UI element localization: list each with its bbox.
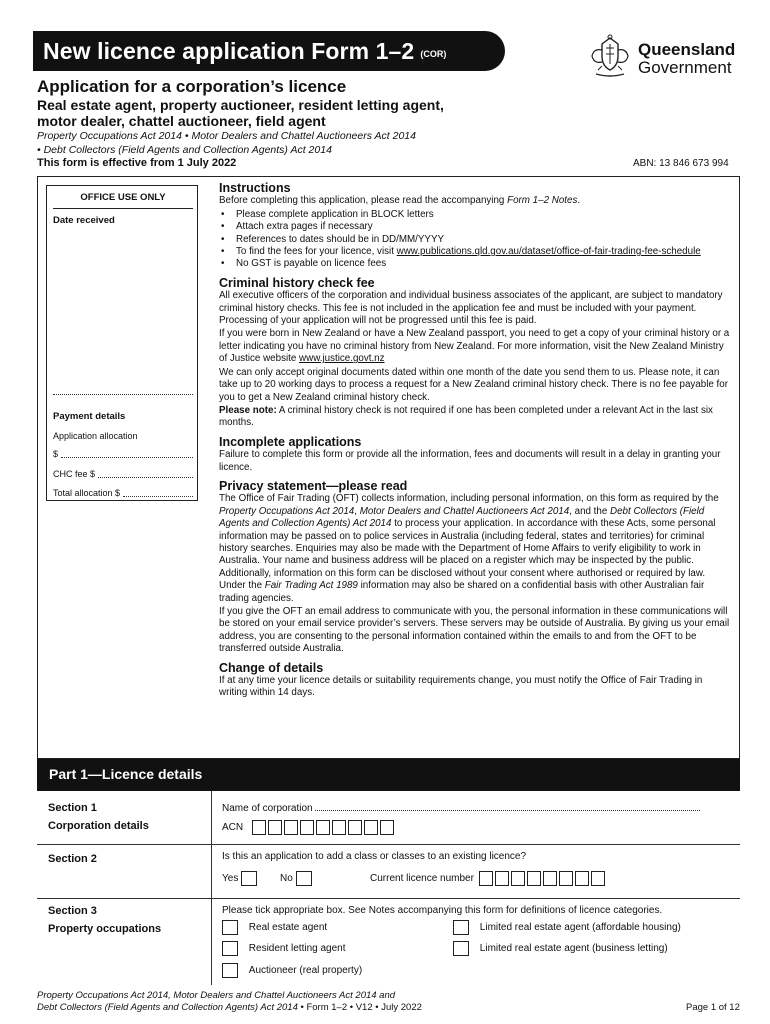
list-item: • References to dates should be in DD/MM/YYYY	[219, 234, 731, 246]
corporation-name-row	[222, 801, 700, 814]
current-licence-label: Current licence number	[370, 873, 474, 885]
queensland-government-logo	[588, 34, 748, 80]
chc-fee-label: CHC fee $	[53, 469, 96, 479]
licence-types: Real estate agent, property auctioneer, resident letting agent, motor dealer, chattel auctioneer, field agent	[37, 97, 444, 129]
form-title-tag: (COR)	[420, 49, 447, 59]
form-title: New licence application Form 1–2	[43, 37, 415, 64]
list-item: • Please complete application in BLOCK letters	[219, 209, 731, 221]
change-heading: Change of details	[219, 660, 324, 675]
page-heading: Application for a corporation’s licence	[37, 77, 347, 96]
real-estate-agent-checkbox[interactable]	[222, 920, 238, 935]
acts-line-1: Property Occupations Act 2014 • Motor Dealers and Chattel Auctioneers Act 2014	[37, 130, 416, 142]
date-received-label: Date received	[53, 215, 115, 226]
office-use-panel	[46, 185, 198, 501]
instructions-list	[219, 209, 731, 271]
option-real-estate-agent: Real estate agent	[222, 920, 327, 935]
date-received-line	[53, 394, 193, 395]
payment-details-label: Payment details	[53, 411, 126, 422]
footer-citation: Property Occupations Act 2014, Motor Dealers and Chattel Auctioneers Act 2014 and Debt Collectors (Field Agents and Collection Agents) Act 2014 • Form 1–2 • V12 • July 2022	[37, 990, 422, 1013]
current-licence-input[interactable]	[479, 871, 607, 886]
list-item: • No GST is payable on licence fees	[219, 258, 731, 270]
corporation-name-input[interactable]	[315, 801, 700, 811]
incomplete-heading: Incomplete applications	[219, 434, 362, 449]
list-item: • Attach extra pages if necessary	[219, 221, 731, 233]
incomplete-text: Failure to complete this form or provide all the information, fees and documents will result in a delay in granting your licence.	[219, 449, 721, 473]
instructions-intro: Before completing this application, please read the accompanying Form 1–2 Notes.	[219, 195, 581, 207]
criminal-history-heading: Criminal history check fee	[219, 275, 375, 290]
criminal-history-p1: All executive officers of the corporation and individual business associates of the applicant, are subject to mandatory criminal history checks. This fee is not included in the application fee and must be included with your payment. Processing of your application will not be progressed until this fee is paid.	[219, 290, 723, 327]
form-notes-reference: Form 1–2 Notes	[507, 195, 578, 207]
acts-line-2: • Debt Collectors (Field Agents and Collection Agents) Act 2014	[37, 144, 332, 156]
section-2-existing-licence	[37, 845, 740, 899]
option-limited-business-letting: Limited real estate agent (business letting)	[453, 941, 668, 956]
total-allocation-label: Total allocation $	[53, 488, 121, 498]
criminal-history-p3: We can only accept original documents dated within one month of the date you send them to us. Please note, it can take up to 20 working days to process a request for a New Zealand criminal history check. There is no fee payable for you to get a New Zealand criminal history check.	[219, 366, 728, 403]
privacy-heading: Privacy statement—please read	[219, 478, 408, 493]
total-allocation-field	[53, 488, 193, 498]
abn: ABN: 13 846 673 994	[633, 158, 729, 169]
resident-letting-agent-checkbox[interactable]	[222, 941, 238, 956]
list-item: • To find the fees for your licence, visit www.publications.qld.gov.au/dataset/office-of-fair-trading-fee-schedule	[219, 246, 731, 258]
part-1-heading: Part 1—Licence details	[37, 759, 740, 791]
instructions-box	[37, 176, 740, 759]
yes-option: Yes	[222, 871, 257, 886]
section-3-property-occupations	[37, 899, 740, 985]
auctioneer-real-property-checkbox[interactable]	[222, 963, 238, 978]
privacy-p1: The Office of Fair Trading (OFT) collects information, including personal information, on this form as required by the Property Occupations Act 2014, Motor Dealers and Chattel Auctioneers Act 2014, and the Debt Collectors (Field Agents and Collection Agents) Act 2014 to process your application. In accordance with these Acts, some personal information may be passed on to police services in Australia (including federal, states and territories) for criminal history searches. Enquiries may also be made with the Department of Home Affairs to verify eligibility to work in Australia. Your name and business address will be placed on a register which may be inspected by the public. Additionally, information on this form can be disclosed without your consent where authorised or required by law. Under the Fair Trading Act 1989 information may also be shared on a confidential basis with other Australian fair trading agencies.	[219, 493, 719, 604]
criminal-history-p2: If you were born in New Zealand or have a New Zealand passport, you need to get a copy of your criminal history or a letter indicating you have no criminal history from New Zealand. For more information, visit the New Zealand Ministry of Justice website www.justice.govt.nz	[219, 328, 730, 365]
justice-nz-link[interactable]: www.justice.govt.nz	[299, 353, 385, 365]
limited-business-letting-checkbox[interactable]	[453, 941, 469, 956]
page-number: Page 1 of 12	[686, 1002, 740, 1013]
change-text: If at any time your licence details or suitability requirements change, you must notify the Office of Fair Trading in writing within 14 days.	[219, 675, 703, 699]
privacy-p2: If you give the OFT an email address to communicate with you, the personal information in these communications will be stored on your email service provider’s servers. These servers may be outside of Australia. By giving us your email address, you are consenting to the personal information contained within the emails to and from the OFT to be transferred outside Australia.	[219, 606, 730, 655]
licence-category-instruction: Please tick appropriate box. See Notes accompanying this form for definitions of licence categories.	[222, 905, 663, 916]
logo-queensland: Queensland	[638, 40, 736, 59]
current-licence-row	[370, 871, 607, 886]
acts-list	[37, 129, 416, 157]
dollar-label: $	[53, 449, 59, 459]
corporation-name-label: Name of corporation	[222, 803, 313, 814]
application-allocation-field	[53, 449, 193, 459]
coat-of-arms-icon	[588, 34, 632, 80]
section-2-label: Section 2	[48, 853, 97, 865]
section-1-label: Section 1 Corporation details	[48, 802, 149, 832]
option-auctioneer-real-property: Auctioneer (real property)	[222, 963, 362, 978]
effective-date: This form is effective from 1 July 2022	[37, 157, 237, 169]
form-title-bar	[33, 31, 505, 71]
logo-government: Government	[638, 58, 732, 77]
criminal-history-note: Please note: A criminal history check is not required if one has been completed under a relevant Act in the last six months.	[219, 404, 713, 429]
acn-row	[222, 820, 396, 835]
application-allocation-label: Application allocation	[53, 431, 138, 441]
acn-label: ACN	[222, 822, 244, 834]
section-3-label: Section 3 Property occupations	[48, 905, 162, 935]
chc-fee-field	[53, 469, 193, 479]
instructions-heading: Instructions	[219, 181, 291, 195]
acn-input[interactable]	[252, 820, 396, 835]
section-1-corporation-details	[37, 791, 740, 845]
fee-schedule-link[interactable]: www.publications.qld.gov.au/dataset/office-of-fair-trading-fee-schedule	[396, 246, 701, 258]
instructions-content	[219, 182, 731, 701]
option-limited-affordable-housing: Limited real estate agent (affordable housing)	[453, 920, 681, 935]
no-checkbox[interactable]	[296, 871, 312, 886]
yes-checkbox[interactable]	[241, 871, 257, 886]
office-use-title: OFFICE USE ONLY	[53, 192, 193, 209]
limited-affordable-housing-checkbox[interactable]	[453, 920, 469, 935]
existing-licence-question: Is this an application to add a class or classes to an existing licence?	[222, 851, 527, 862]
option-resident-letting-agent: Resident letting agent	[222, 941, 346, 956]
no-option: No	[280, 871, 312, 886]
